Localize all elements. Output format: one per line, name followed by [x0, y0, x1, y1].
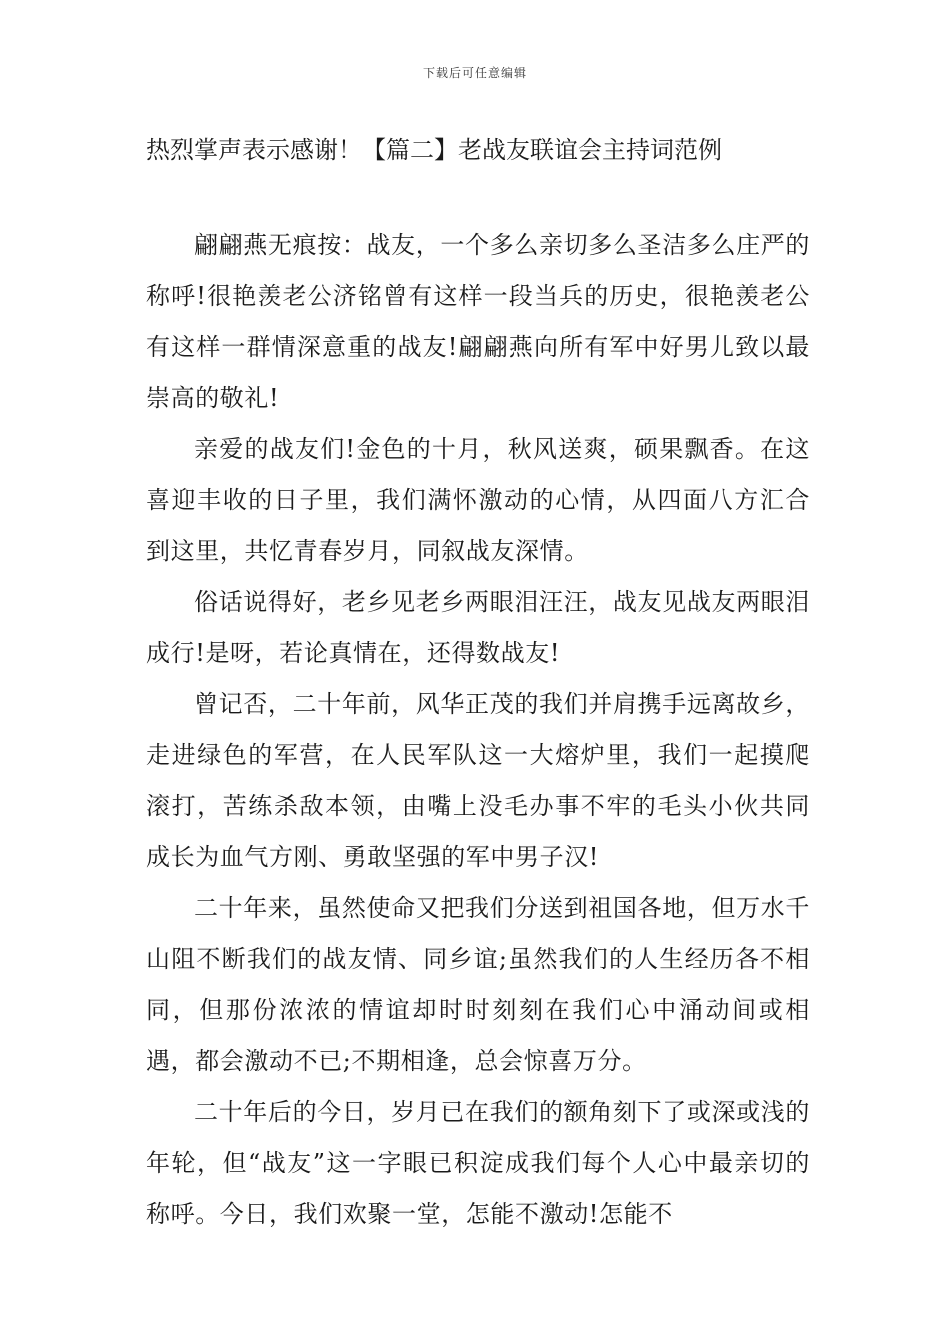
paragraph-4: 曾记否，二十年前，风华正茂的我们并肩携手远离故乡，走进绿色的军营，在人民军队这一大熔炉里，我们一起摸爬滚打，苦练杀敌本领，由嘴上没毛办事不牢的毛头小伙共同成长为血气方刚、勇敢坚强的军中男子汉!: [146, 690, 810, 871]
section-lead-line: 热烈掌声表示感谢！【篇二】老战友联谊会主持词范例: [146, 136, 722, 164]
paragraph-2: 亲爱的战友们!金色的十月，秋风送爽，硕果飘香。在这喜迎丰收的日子里，我们满怀激动的心情，从四面八方汇合到这里，共忆青春岁月，同叙战友深情。: [146, 435, 810, 565]
paragraph-1: 翩翩燕无痕按：战友，一个多么亲切多么圣洁多么庄严的称呼!很艳羡老公济铭曾有这样一段当兵的历史，很艳羡老公有这样一群情深意重的战友!翩翩燕向所有军中好男儿致以最崇高的敬礼!: [146, 231, 810, 412]
document-body: [146, 128, 810, 1240]
paragraph-6: 二十年后的今日，岁月已在我们的额角刻下了或深或浅的年轮，但“战友”这一字眼已积淀成我们每个人心中最亲切的称呼。今日，我们欢聚一堂，怎能不激动!怎能不: [146, 1098, 810, 1228]
header-note: 下载后可任意编辑: [422, 66, 527, 80]
paragraph-5: 二十年来，虽然使命又把我们分送到祖国各地，但万水千山阻不断我们的战友情、同乡谊;虽然我们的人生经历各不相同，但那份浓浓的情谊却时时刻刻在我们心中涌动间或相遇，都会激动不已;不期相逢，总会惊喜万分。: [146, 894, 810, 1075]
paragraph-3: 俗话说得好，老乡见老乡两眼泪汪汪，战友见战友两眼泪成行!是呀，若论真情在，还得数战友!: [146, 588, 810, 667]
